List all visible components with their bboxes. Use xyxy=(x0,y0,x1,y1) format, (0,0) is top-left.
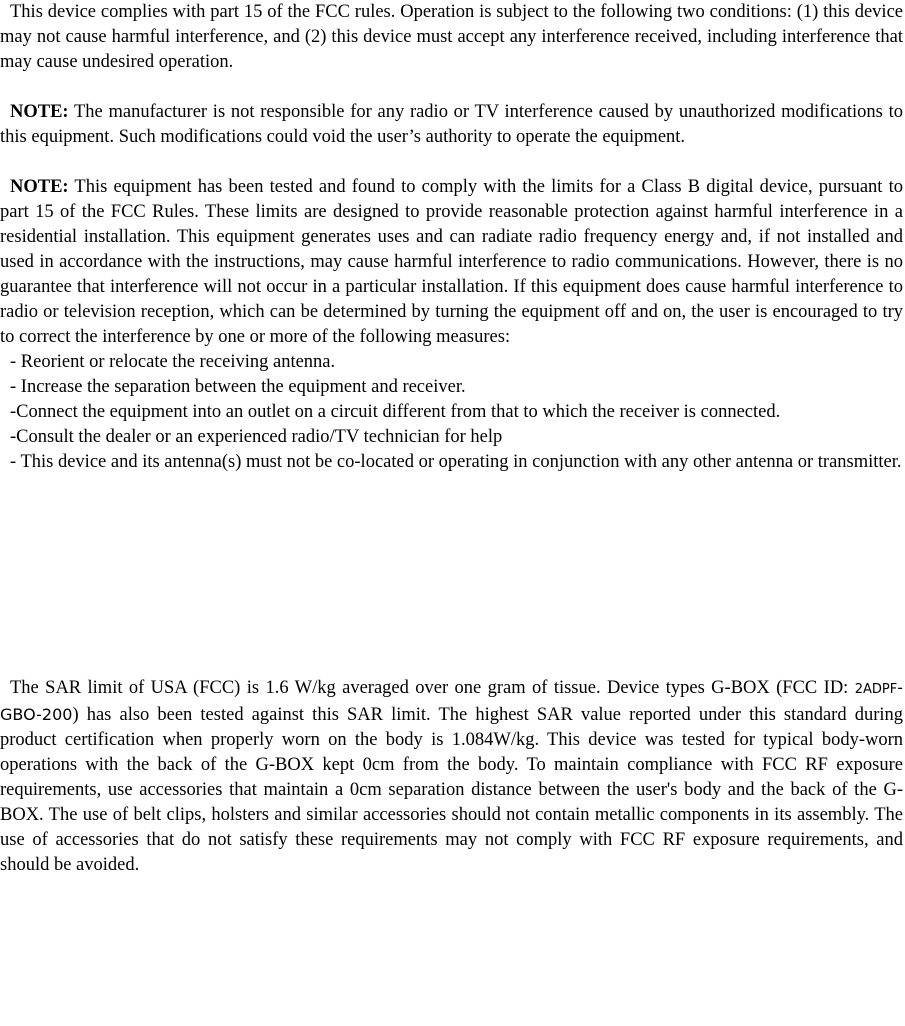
measure-item: -Consult the dealer or an experienced radio/TV technician for help xyxy=(10,427,503,447)
note-text: This equipment has been tested and found to comply with the limits for a Class B digital device, pursuant to part 15 of the FCC Rules. These limits are designed to provide reasonable protection against harmful interference in a residential installation. This equipment generates uses and can radiate radio frequency energy and, if not installed and used in accordance with the instructions, may cause harmful interference to radio communications. However, there is no guarantee that interference will not occur in a particular installation. If this equipment does cause harmful interference to radio or television reception, which can be determined by turning the equipment off and on, the user is encouraged to try to correct the interference by one or more of the following measures: xyxy=(0,177,903,347)
note-text: The manufacturer is not responsible for any radio or TV interference caused by unauthorized modifications to this equipment. Such modifications could void the user’s authority to operate the equipment. xyxy=(0,102,903,147)
measure-item: - This device and its antenna(s) must not be co-located or operating in conjunction with any other antenna or transmitter. xyxy=(10,452,902,472)
note-class-b-device xyxy=(0,175,903,350)
sar-text-pre: The SAR limit of USA (FCC) is 1.6 W/kg averaged over one gram of tissue. Device types G-BOX (FCC ID: xyxy=(10,678,855,698)
sar-text-post: ) has also been tested against this SAR limit. The highest SAR value reported under this standard during product certification when properly worn on the body is 1.084W/kg. This device was tested for typical body-worn operations with the back of the G-BOX kept 0cm from the body. To maintain compliance with FCC RF exposure requirements, use accessories that maintain a 0cm separation distance between the user's body and the back of the G-BOX. The use of belt clips, holsters and similar accessories should not contain metallic components in its assembly. The use of accessories that do not satisfy these requirements may not comply with FCC RF exposure requirements, and should be avoided. xyxy=(0,705,903,875)
measure-item: - Increase the separation between the equipment and receiver. xyxy=(10,377,466,397)
measure-item: - Reorient or relocate the receiving antenna. xyxy=(10,352,336,372)
fcc-id-suffix: -GBO-200 xyxy=(0,678,903,724)
blank-area xyxy=(0,475,903,675)
note-label: NOTE: xyxy=(10,177,69,197)
spacer xyxy=(0,75,903,100)
measure-item: -Connect the equipment into an outlet on a circuit different from that to which the receiver is connected. xyxy=(10,402,781,422)
spacer xyxy=(0,150,903,175)
fcc-id-prefix: 2ADPF xyxy=(854,682,898,697)
note-unauthorized-modifications xyxy=(0,100,903,150)
sar-paragraph xyxy=(0,675,903,878)
fcc-compliance-paragraph: This device complies with part 15 of the FCC rules. Operation is subject to the following two conditions: (1) this device may not cause harmful interference, and (2) this device must accept any interference received, including interference that may cause undesired operation. xyxy=(0,2,903,72)
note-label: NOTE: xyxy=(10,102,69,122)
